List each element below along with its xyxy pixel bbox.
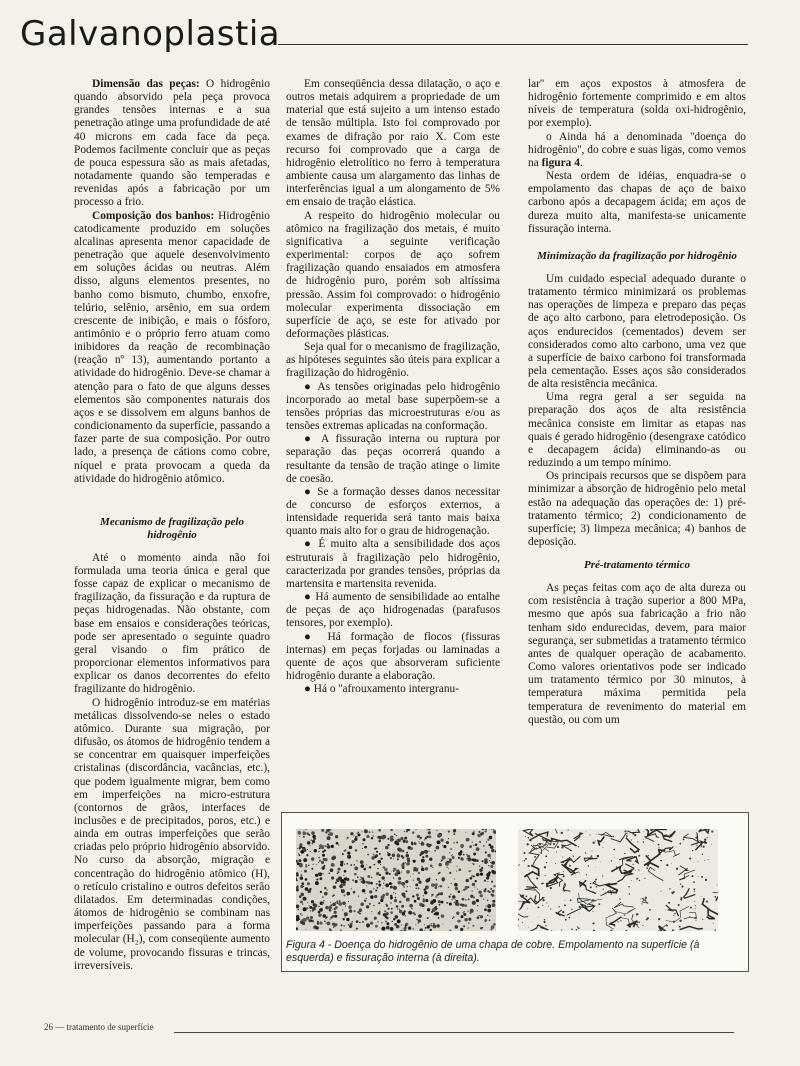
paragraph-dimensao (74, 78, 270, 210)
paragraph-cuidado: Um cuidado especial adequado durante o tratamento térmico minimizará os problemas nas operações de limpeza e preparo das peças de aço alto carbono, para eletrodeposição. Os aços endurecidos (cementados) devem ser considerados como alto carbono, uma vez que a superfície de baixo carbono foi transformada pela cementação. Esses aços são considerados de alta resistência mecânica. (528, 272, 746, 391)
column-2 (286, 78, 500, 696)
photo-surface-blistering (296, 829, 496, 931)
figure-4 (281, 812, 749, 972)
photo-internal-cracking (518, 829, 718, 931)
paragraph-empolamento: Nesta ordem de idéias, enquadra-se o empolamento das chapas de aço de baixo carbono após a decapagem ácida; em aços de dureza muito alta, manifesta-se unicamente fissuração interna. (528, 170, 746, 235)
bullet-entalhe: ● Há aumento de sensibilidade ao entalhe de peças de aço hidrogenadas (parafusos tensores, por exemplo). (286, 591, 500, 630)
paragraph-hipoteses: Seja qual for o mecanismo de fragilização, as hipóteses seguintes são úteis para explicar a fragilização do hidrogênio. (286, 341, 500, 380)
section-heading-pre-tratamento: Pré-tratamento térmico (583, 559, 690, 572)
section-heading-mecanismo: Mecanismo de fragilização pelo hidrogênio (100, 515, 244, 541)
header-rule (278, 44, 748, 45)
figure-caption: Figura 4 - Doença do hidrogênio de uma chapa de cobre. Empolamento na superfície (à esquerda) e fissuração interna (à direita). (286, 939, 700, 964)
paragraph-regra: Uma regra geral a ser seguida na preparação dos aços de alta resistência mecânica consiste em limitar as etapas nas quais é gerado hidrogênio (desengraxe catódico e decapagem ácida) eliminando-as ou reduzindo a um tempo mínimo. (528, 391, 746, 470)
text-doenca-end: . (579, 156, 583, 169)
paragraph-mecanismo-2: O hidrogênio introduz-se em matérias metálicas dissolvendo-se neles o estado atômico. Durante sua migração, por difusão, os átomos de hidrogênio tendem a se concentrar em quaisquer imperfeições cristalinas (discordância, vacâncias, etc.), que podem igualmente migrar, bem como em imperfeições na micro-estrutura (contornos de grãos, interfaces de inclusões e de precipitados, poros, etc.) e ainda em outras imperfeições que serão criadas pelo próprio hidrogênio absorvido. No curso da absorção, migração e concentração do hidrogênio atômico (H), o retículo cristalino e outros defeitos serão dilatados. Em determinadas condições, átomos de hidrogênio se combinam nas imperfeições passando para a forma molecular (H₂), com conseqüente aumento de volume, provocando fissuras e trincas, irreversíveis. (74, 696, 270, 972)
page-header-title: Galvanoplastia (20, 14, 281, 54)
column-3 (528, 78, 746, 727)
bullet-tensoes: ● As tensões originadas pelo hidrogênio incorporado ao metal base superpõem-se a tensões próprias das microestruturas e/ou as tensões extremas aplicadas na conformação. (286, 380, 500, 433)
runin-dimensao: Dimensão das peças: (92, 78, 200, 90)
paragraph-intergranular: lar'' em aços expostos à atmosfera de hidrogênio fortemente comprimido e em altos níveis de temperatura (solda oxi-hidrogênio, por exemplo). (528, 78, 746, 130)
paragraph-composicao (74, 210, 270, 486)
bullet-flocos: ● Há formação de flocos (fissuras internas) em peças forjadas ou laminadas a quente de aços que absorveram suficiente hidrogênio durante a elaboração. (286, 630, 500, 683)
paragraph-mecanismo-1: Até o momento ainda não foi formulada uma teoria única e geral que fosse capaz de explicar o mecanismo de fragilização, da fissuração e da ruptura de peças hidrogenadas. Não obstante, com base em ensaios e considerações teóricas, pode ser apresentado o seguinte quadro geral visando o fim prático de proporcionar elementos informativos para explicar os danos decorrentes do efeito fragilizante do hidrogênio. (74, 551, 270, 696)
bullet-fissuracao: ● A fissuração interna ou ruptura por separação das peças ocorrerá quando a resultante da tensão de tração atinge o limite de coesão. (286, 433, 500, 485)
bullet-sensibilidade: ● É muito alta a sensibilidade dos aços estruturais à fragilização pelo hidrogênio, caracterizada por grandes tensões, próprias da martensita e martensita revenida. (286, 538, 500, 590)
text-composicao: Hidrogênio catodicamente produzido em soluções alcalinas apresenta menor capacidade de penetração que aquele desenvolvimento em soluções ácidas ou neutras. Além disso, alguns elementos presentes, no banho como bismuto, chumbo, enxofre, telúrio, selênio, arsênio, em sua ordem crescente de inibição, e mais o fósforo, antimônio e o próprio ferro atuam como inibidores da reação de recombinação (reação nº 13), aumentando portanto a atividade do hidrogênio. Deve-se chamar a atenção para o fato de que alguns desses elementos são componentes naturais dos aços e se dissolvem em alguns banhos de condicionamento da superfície, passando a fazer parte de sua composição. Por outro lado, a presença de cátions como cobre, níquel e prata provocam a queda da atividade do hidrogênio atômico. (74, 209, 270, 485)
page-footer: 26 — tratamento de superfície (44, 1022, 154, 1032)
runin-composicao: Composição dos banhos: (92, 209, 215, 222)
section-heading-minimizacao: Minimização da fragilização por hidrogênio (537, 249, 737, 262)
paragraph-hidrogenio-molecular: A respeito do hidrogênio molecular ou atômico na fragilização dos metais, é muito significativa a seguinte verificação experimental: corpos de aço sofrem fragilização quando ensaiados em atmosfera de hidrogênio puro, porém sob altíssima pressão. Assim foi comprovado: o hidrogênio molecular experimenta dissociação em superfície de aço, se este for ativado por deformações plásticas. (286, 209, 500, 340)
paragraph-pecas: As peças feitas com aço de alta dureza ou com resistência à tração superior a 800 MPa, mesmo que após sua fabricação a frio não tenham sido endurecidas, devem, para maior segurança, ser submetidas a tratamento térmico antes de qualquer operação de acabamento. Como valores orientativos pode ser indicado um tratamento térmico por 30 minutos, à temperatura máxima permitida pela temperatura de revenimento do material em questão, ou com um (528, 582, 746, 726)
bullet-afrouxamento: ● Há o ''afrouxamento intergranu- (304, 683, 460, 696)
paragraph-dilatacao: Em conseqüência dessa dilatação, o aço e outros metais adquirem a propriedade de um material que está sujeito a um intenso estado de tensão múltipla. Isto foi comprovado por exames de difração por raio X. Com este recurso foi comprovado que a carga de hidrogênio eletrolítico no ferro à temperatura ambiente causa um alargamento das linhas de interferências igual a um alongamento de 5% em ensaio de tração elástica. (286, 78, 500, 209)
figure-reference: figura 4 (541, 156, 580, 169)
paragraph-doenca (528, 131, 746, 170)
paragraph-recursos: Os principais recursos que se dispõem para minimizar a absorção de hidrogênio pelo metal estão na adequação das operações de: 1) pré-tratamento térmico; 2) condicionamento de superfície; 3) limpeza mecânica; 4) banhos de deposição. (528, 470, 746, 548)
footer-rule (174, 1032, 734, 1033)
text-dimensao: O hidrogênio quando absorvido pela peça provoca grandes tensões internas e a sua penetração atinge uma profundidade de até 40 microns em cada face da peça. Podemos facilmente concluir que as peças de pouca espessura são as mais afetadas, notadamente quando são temperadas e revenidas após a fabricação por um processo a frio. (74, 78, 270, 209)
bullet-esforcos: ● Se a formação desses danos necessitar de concurso de esforços externos, a intensidade requerida será tanto mais baixa quanto mais alto for o grau de hidrogenação. (286, 485, 500, 538)
text-doenca: o Ainda há a denominada ''doença do hidrogênio'', do cobre e suas ligas, como vemos na (528, 130, 746, 169)
column-1 (74, 78, 270, 973)
